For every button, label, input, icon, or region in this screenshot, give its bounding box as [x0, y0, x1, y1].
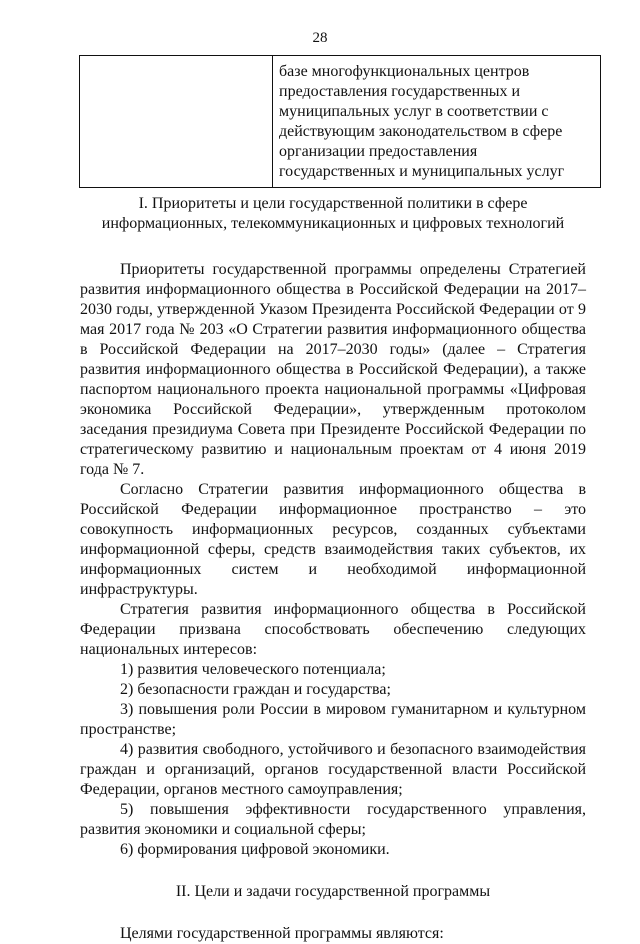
paragraph: Приоритеты государственной программы определены Стратегией развития информационного общества в Российской Федерации на 2017–2030 годы, утвержденной Указом Президента Российской Федерации от 9 мая 2017 года № 203 «О Стратегии развития информационного общества в Российской Федерации на 2017–2030 годы» (далее – Стратегия развития информационного общества в Российской Федерации), а также паспортом национального проекта национальной программы «Цифровая экономика Российской Федерации», утвержденным протоколом заседания президиума Совета при Президенте Российской Федерации по стратегическому развитию и национальным проектам от 4 июня 2019 года № 7. — [80, 261, 586, 478]
table-cell-left — [80, 56, 273, 188]
table-cell-right: базе многофункциональных центров предоставления государственных и муниципальных услуг в соответствии с действующим законодательством в сфере организации предоставления государственных и муниципальных услуг — [273, 56, 601, 188]
list-item: 1) развития человеческого потенциала; — [120, 661, 386, 678]
table-row — [80, 56, 601, 188]
list-item: 4) развития свободного, устойчивого и безопасного взаимодействия граждан и организаций, органов государственной власти Российской Федерации, органов местного самоуправления; — [80, 741, 586, 798]
section-1-heading: I. Приоритеты и цели государственной политики в сфере информационных, телекоммуникационных и цифровых технологий — [101, 195, 565, 232]
list-item: 2) безопасности граждан и государства; — [120, 681, 391, 698]
list-item: 3) повышения роли России в мировом гуманитарном и культурном пространстве; — [80, 701, 586, 738]
document-body — [80, 194, 586, 944]
continuation-table — [79, 55, 601, 188]
paragraph: Целями государственной программы являются: — [120, 925, 444, 942]
page-number: 28 — [312, 30, 328, 46]
section-2-heading: II. Цели и задачи государственной программы — [175, 883, 491, 900]
paragraph: Стратегия развития информационного общества в Российской Федерации призвана способствовать обеспечению следующих национальных интересов: — [80, 601, 586, 658]
list-item: 5) повышения эффективности государственного управления, развития экономики и социальной сферы; — [80, 801, 586, 838]
list-item: 6) формирования цифровой экономики. — [120, 841, 390, 858]
paragraph: Согласно Стратегии развития информационного общества в Российской Федерации информационное пространство – это совокупность информационных ресурсов, созданных субъектами информационной сферы, средств взаимодействия таких субъектов, их информационных систем и необходимой информационной инфраструктуры. — [80, 481, 586, 598]
